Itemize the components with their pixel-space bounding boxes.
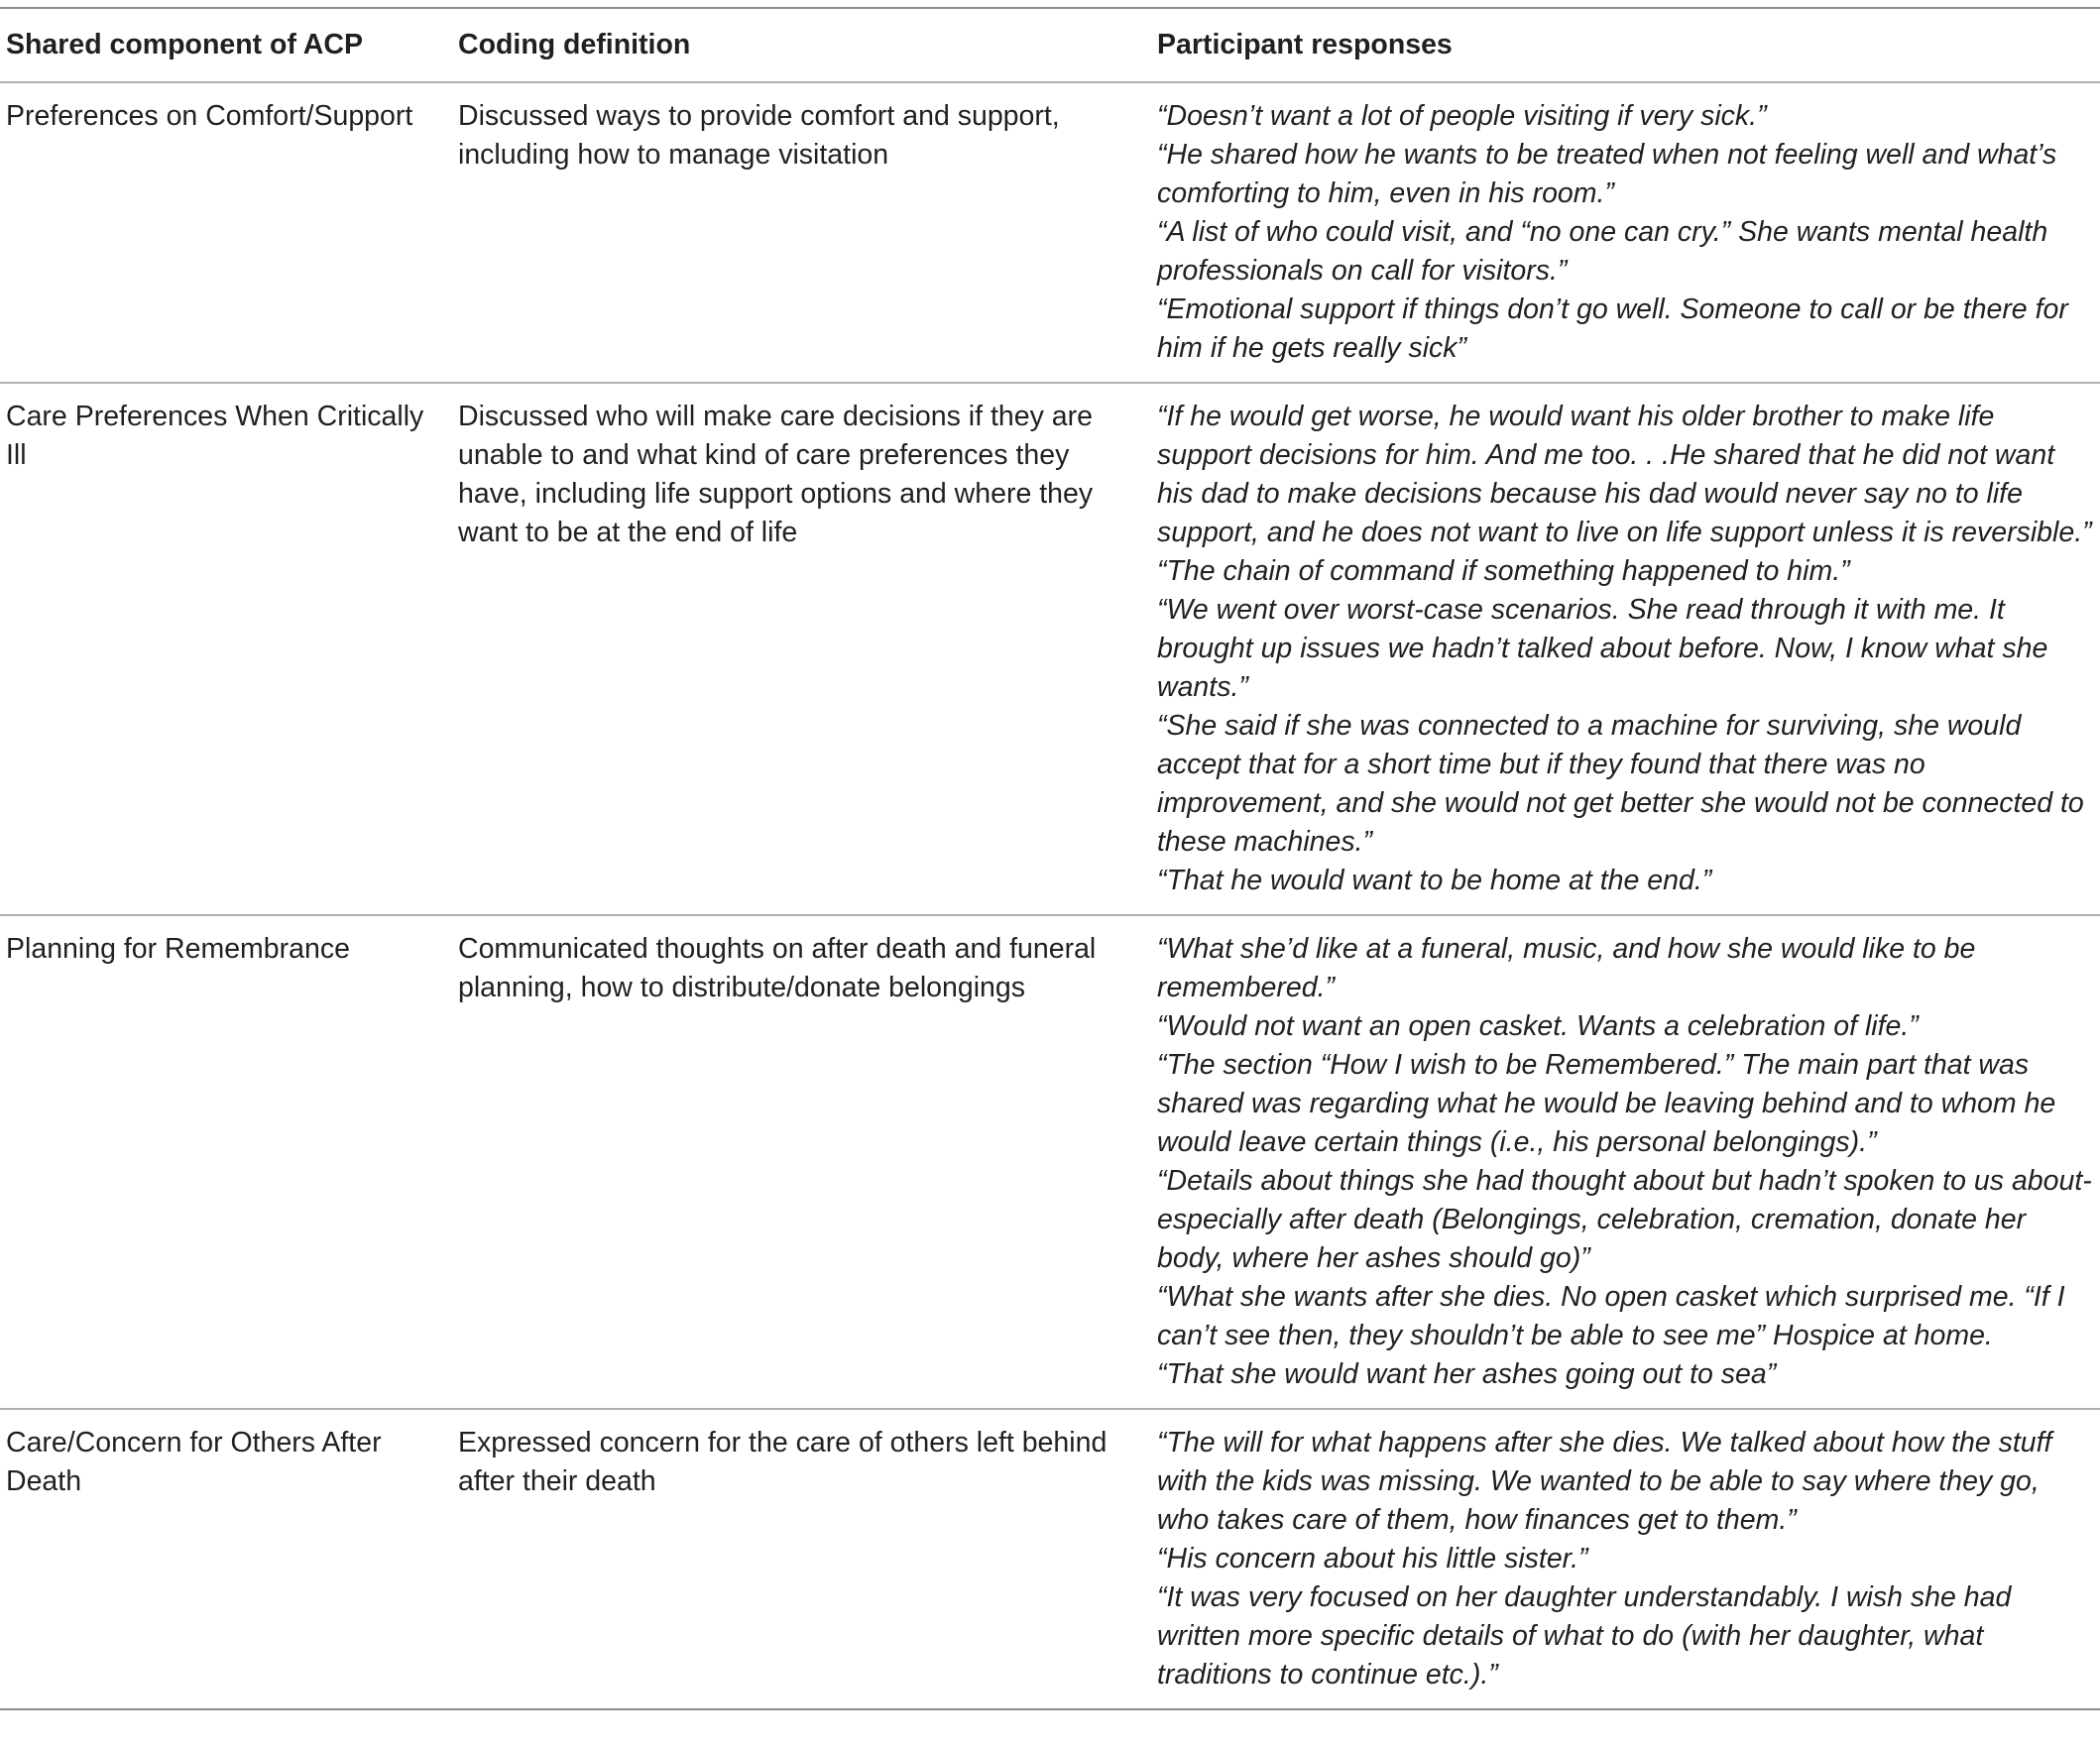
table-header xyxy=(0,8,2100,82)
header-coding-definition: Coding definition xyxy=(458,29,691,60)
component-cell: Care/Concern for Others After Death xyxy=(6,1427,382,1497)
acp-table-container xyxy=(0,7,2100,1710)
definition-cell: Discussed ways to provide comfort and support, including how to manage visitation xyxy=(458,100,1060,171)
response-quote: “What she’d like at a funeral, music, and how she would like to be remembered.” xyxy=(1157,933,1976,1003)
definition-cell: Communicated thoughts on after death and funeral planning, how to distribute/donate belongings xyxy=(458,933,1097,1003)
table-row xyxy=(0,1409,2100,1709)
response-quote: “She said if she was connected to a machine for surviving, she would accept that for a short time but if they found that there was no improvement, and she would not get better she would not be connected to these machines.” xyxy=(1157,710,2084,858)
response-quote: “A list of who could visit, and “no one can cry.” She wants mental health professionals on call for visitors.” xyxy=(1157,216,2048,287)
table-row xyxy=(0,383,2100,915)
component-cell: Preferences on Comfort/Support xyxy=(6,100,413,132)
response-quote: “His concern about his little sister.” xyxy=(1157,1543,1588,1575)
response-quote: “Would not want an open casket. Wants a celebration of life.” xyxy=(1157,1010,1919,1042)
table-row xyxy=(0,915,2100,1409)
response-quote: “That she would want her ashes going out to sea” xyxy=(1157,1358,1777,1390)
response-quote: “Emotional support if things don’t go well. Someone to call or be there for him if he gets really sick” xyxy=(1157,293,2068,364)
response-quote: “The will for what happens after she dies. We talked about how the stuff with the kids was missing. We wanted to be able to say where they go, who takes care of them, how finances get to them.” xyxy=(1157,1427,2052,1536)
responses-cell xyxy=(1157,1409,2100,1709)
response-quote: “The section “How I wish to be Remembered.” The main part that was shared was regarding what he would be leaving behind and to whom he would leave certain things (i.e., his personal belongings).” xyxy=(1157,1049,2056,1158)
definition-cell: Discussed who will make care decisions if they are unable to and what kind of care preferences they have, including life support options and where they want to be at the end of life xyxy=(458,401,1094,548)
header-participant-responses: Participant responses xyxy=(1157,29,1453,60)
response-quote: “If he would get worse, he would want his older brother to make life support decisions for him. And me too. . .He shared that he did not want his dad to make decisions because his dad would never say no to life support, and he does not want to live on life support unless it is reversible.” xyxy=(1157,401,2092,548)
header-row xyxy=(0,8,2100,82)
responses-cell xyxy=(1157,383,2100,915)
response-quote: “The chain of command if something happened to him.” xyxy=(1157,555,1850,587)
component-cell: Care Preferences When Critically Ill xyxy=(6,401,424,471)
responses-cell xyxy=(1157,915,2100,1409)
response-quote: “He shared how he wants to be treated when not feeling well and what’s comforting to him, even in his room.” xyxy=(1157,139,2057,209)
response-quote: “Details about things she had thought about but hadn’t spoken to us about- especially after death (Belongings, celebration, cremation, donate her body, where her ashes should go)” xyxy=(1157,1165,2092,1274)
table-row xyxy=(0,82,2100,383)
response-quote: “Doesn’t want a lot of people visiting if very sick.” xyxy=(1157,100,1767,132)
definition-cell: Expressed concern for the care of others left behind after their death xyxy=(458,1427,1108,1497)
response-quote: “That he would want to be home at the end.” xyxy=(1157,865,1712,896)
response-quote: “We went over worst-case scenarios. She read through it with me. It brought up issues we hadn’t talked about before. Now, I know what she wants.” xyxy=(1157,594,2048,703)
component-cell: Planning for Remembrance xyxy=(6,933,350,965)
table-body xyxy=(0,82,2100,1709)
response-quote: “It was very focused on her daughter understandably. I wish she had written more specific details of what to do (with her daughter, what traditions to continue etc.).” xyxy=(1157,1581,2012,1691)
header-shared-component: Shared component of ACP xyxy=(6,29,363,60)
response-quote: “What she wants after she dies. No open casket which surprised me. “If I can’t see then, they shouldn’t be able to see me” Hospice at home. xyxy=(1157,1281,2065,1351)
acp-components-table xyxy=(0,7,2100,1710)
responses-cell xyxy=(1157,82,2100,383)
